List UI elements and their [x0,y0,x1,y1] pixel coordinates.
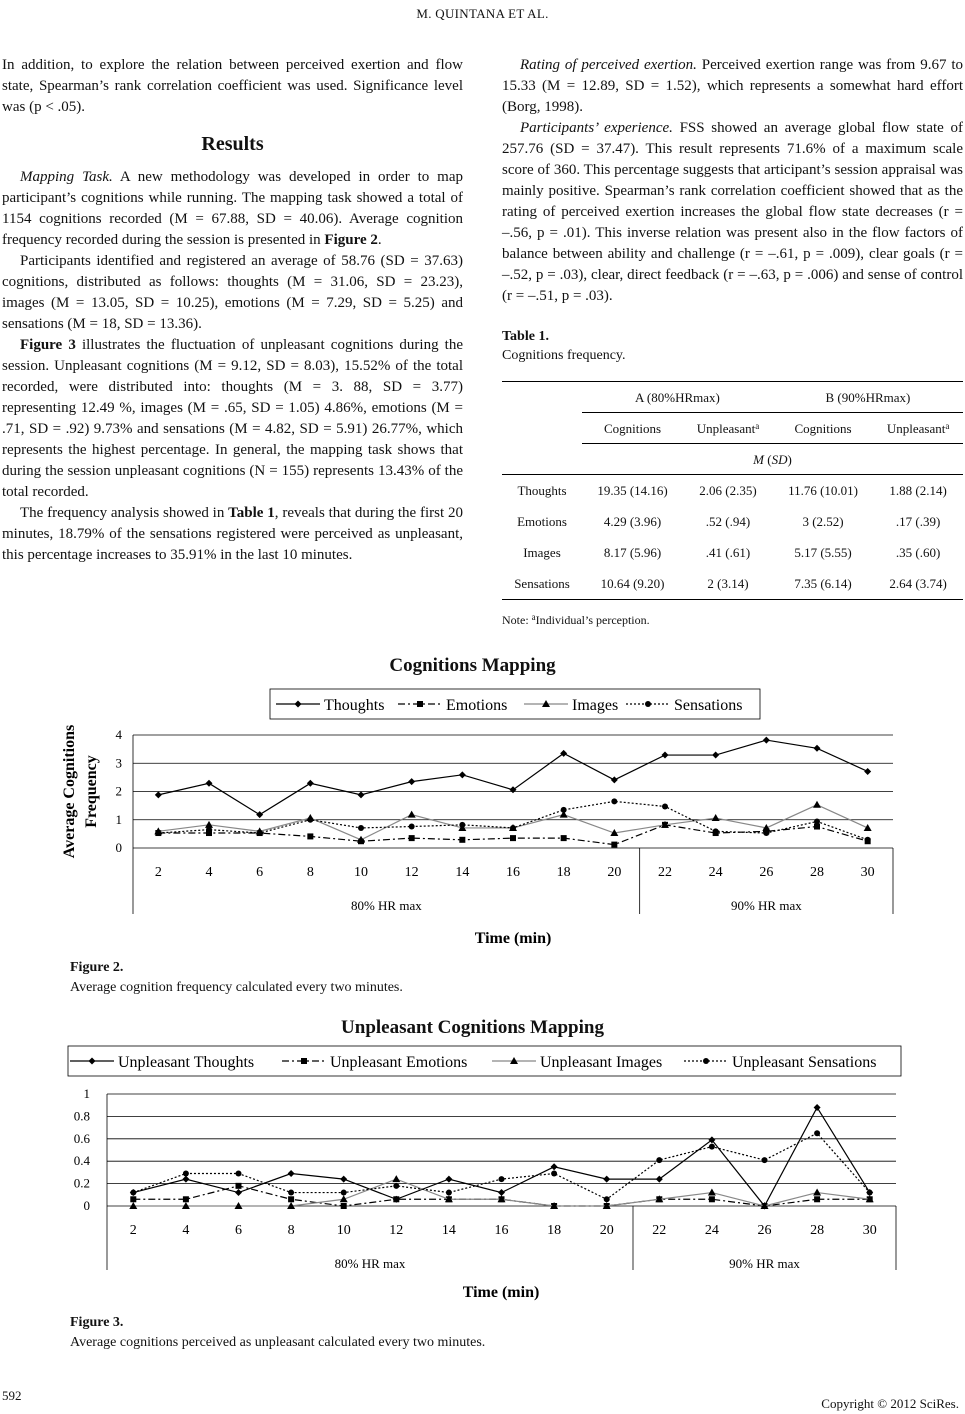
data-point [864,824,872,831]
table1-col-unp-b: Unpleasant$^a$ [873,413,963,444]
data-point [713,828,719,834]
data-point [814,1130,820,1136]
x-tick-label: 4 [205,865,213,880]
series-line [158,740,867,815]
y-axis-label: Average Cognitions [61,724,78,859]
data-point [814,1196,820,1202]
x-tick-label: 8 [306,865,314,880]
legend-sample-marker [417,701,423,707]
data-point [288,1190,294,1196]
figure2-ref: Figure 2 [324,232,378,248]
x-tick-label: 4 [182,1223,190,1238]
data-point [813,801,821,808]
data-point [183,1196,189,1202]
x-tick-label: 6 [235,1223,242,1238]
x-tick-label: 14 [455,865,470,880]
data-point [257,830,263,836]
data-point [510,825,516,831]
data-point [561,835,567,841]
x-tick-label: 14 [441,1223,456,1238]
figure2-label: Figure 2. [70,960,124,975]
rpe-lead: Rating of perceived exertion. [520,57,697,73]
table1-note: Note: $^a$Individual’s perception. [502,612,650,627]
x-tick-label: 26 [759,865,774,880]
data-point [551,1163,558,1170]
x-tick-label: 10 [354,865,368,880]
data-point [307,833,313,839]
table-row: Images 8.17 (5.96) .41 (.61) 5.17 (5.55) .35 (.60) [523,545,941,560]
x-tick-label: 26 [757,1223,772,1238]
data-point [358,791,365,798]
y-tick-label: 0.8 [73,1108,90,1124]
y-tick-label: 1 [115,811,122,827]
group-label: 80% HR max [334,1256,406,1271]
x-tick-label: 12 [389,1223,404,1238]
figure3-chart [0,1044,965,1309]
legend-label: Unpleasant Images [540,1054,663,1071]
data-point [712,752,719,759]
table1-col-cog-a: Cognitions [582,413,683,444]
paragraph-participants: Participants identified and registered an average of 58.76 (SD = 37.63) cognitions, distributed as follows: thoughts (M = 31.06, SD = 23.23), images (M = 13.05, SD = 10.25), emotions (M = 7.29, SD = 5.25) and sensations (M = 18, SD = 13.36). [2,253,463,332]
data-point [307,780,314,787]
legend-label: Thoughts [324,697,385,714]
data-point [864,768,871,775]
data-point [709,1144,715,1150]
x-tick-label: 2 [129,1223,137,1238]
data-point [446,1190,452,1196]
paragraph-unpleasant [2,335,463,503]
data-point [307,817,313,823]
data-point [341,1203,347,1209]
experience-text: FSS showed an average global flow state of 257.76 (SD = 37.47). This result represents 71.6% of a maximum scale score of 360. This percentage suggests that articipant’s session appraisal was mainly positive. Spearman’s rank correlation coefficient showed that as the rating of perceived exertion increases the global flow state decreases (r = –.56, p = .01). This inverse relation was present also in the flow factors of balance between ability and challenge (r = –.61, p = .009), clear goals (r = –.52, p = .03), clear, direct feedback (r = –.63, p = .006) and sense of control (r = –.51, p = .03). [502,120,963,304]
data-point [498,1189,505,1196]
x-tick-label: 28 [810,1223,825,1238]
x-tick-label: 20 [599,1223,614,1238]
data-point [611,798,617,804]
figure3-ref: Figure 3 [20,337,76,353]
legend-label: Emotions [446,697,508,714]
data-point [814,745,821,752]
legend-sample-marker [645,701,651,707]
figure2-chart [0,685,965,955]
frequency-text-a: The frequency analysis showed in [20,505,229,521]
data-point [551,1171,557,1177]
y-tick-label: 0 [115,840,122,855]
x-tick-label: 16 [506,865,520,880]
data-point [235,1189,242,1196]
y-axis-label: Frequency [83,755,100,828]
legend-label: Images [572,697,619,714]
data-point [130,1196,136,1202]
legend-label: Unpleasant Sensations [732,1054,877,1071]
data-point [341,1190,347,1196]
data-point [867,1190,873,1196]
table1-stat-label: M (SD) [582,444,963,475]
data-point [865,837,871,843]
x-tick-label: 8 [287,1223,295,1238]
legend-sample-marker [703,1058,709,1064]
series-line [158,805,867,840]
data-point [236,1171,242,1177]
mapping-task-text: A new methodology was developed in order to map participant’s cognitions while running. The mapping task showed a total of 1154 cognitions recorded (M = 67.88, SD = 40.06). Average cognition frequency recorded during the session is presented in [2,169,463,248]
data-point [662,752,669,759]
data-point [155,830,161,836]
table1-group-a: A (80%HRmax) [582,382,773,413]
table-row: Sensations 10.64 (9.20) 2 (3.14) 7.35 (6.14) 2.64 (3.74) [502,568,963,600]
data-point [763,737,770,744]
data-point [561,807,567,813]
results-heading: Results [201,133,264,155]
y-tick-label: 1 [83,1086,90,1101]
data-point [813,1189,821,1196]
x-tick-label: 22 [652,1223,667,1238]
table1-title: Table 1. [502,329,549,344]
table-row: Thoughts 19.35 (14.16) 2.06 (2.35) 11.76 (10.01) 1.88 (2.14) [517,483,947,498]
x-axis-label: Time (min) [474,930,552,947]
table-row: Emotions 4.29 (3.96) .52 (.94) 3 (2.52) .17 (.39) [517,514,941,529]
figure3-label: Figure 3. [70,1315,124,1330]
table1-ref: Table 1 [228,505,275,521]
x-axis-label: Time (min) [462,1284,540,1301]
table1-caption: Cognitions frequency. [502,348,626,363]
right-column [502,55,963,631]
legend-sample-marker [301,1058,307,1064]
figure2-title: Cognitions Mapping [389,655,556,676]
x-tick-label: 28 [810,865,824,880]
paragraph-frequency [2,503,463,566]
paragraph-experience [502,118,963,307]
group-label: 80% HR max [350,898,422,913]
data-point [393,1183,399,1189]
x-tick-label: 2 [154,865,162,880]
x-tick-label: 30 [860,865,875,880]
data-point [611,842,617,848]
x-tick-label: 18 [556,865,571,880]
data-point [358,825,364,831]
y-tick-label: 0.2 [73,1175,90,1191]
x-tick-label: 30 [862,1223,877,1238]
data-point [445,1176,452,1183]
data-point [499,1176,505,1182]
data-point [183,1171,189,1177]
y-tick-label: 4 [115,727,122,742]
figure3-title: Unpleasant Cognitions Mapping [341,1017,604,1038]
copyright: Copyright © 2012 SciRes. [821,1396,959,1411]
data-point [656,1157,662,1163]
x-tick-label: 12 [404,865,419,880]
x-tick-label: 22 [658,865,672,880]
y-tick-label: 3 [115,755,122,771]
table1-col-cog-b: Cognitions [773,413,873,444]
data-point [182,1176,189,1183]
paragraph-statistics: In addition, to explore the relation between perceived exertion and flow state, Spearman’s rank correlation coefficient was used. Significance level was (p < .05). [2,57,463,115]
paragraph-rpe [502,55,963,118]
data-point [762,1157,768,1163]
experience-lead: Participants’ experience. [520,120,673,136]
figure3-caption: Average cognitions perceived as unpleasant calculated every two minutes. [70,1335,486,1350]
data-point [662,803,668,809]
data-point [611,776,618,783]
running-header: M. QUINTANA ET AL. [416,6,549,21]
group-label: 90% HR max [730,898,802,913]
table1-col-unp-a: Unpleasant$^a$ [683,413,773,444]
data-point [236,1183,242,1189]
data-point [459,837,465,843]
data-point [256,811,263,818]
data-point [459,822,465,828]
legend-label: Sensations [674,697,743,714]
data-point [408,811,416,818]
data-point [409,835,415,841]
table1 [502,381,963,600]
data-point [510,835,516,841]
data-point [708,1189,716,1196]
data-point [288,1196,294,1202]
y-tick-label: 2 [115,783,122,799]
data-point [604,1196,610,1202]
data-point [763,830,769,836]
paragraph-mapping-task: Mapping Task. A new methodology was developed in order to map participant’s cognitions while running. The mapping task showed a total of 1154 cognitions recorded (M = 67.88, SD = 40.06). Average cognition frequency recorded during the session is presented in Figure 2. [2,169,463,248]
y-tick-label: 0.4 [73,1153,90,1169]
data-point [206,780,213,787]
x-tick-label: 16 [494,1223,509,1238]
legend-label: Unpleasant Thoughts [118,1054,255,1071]
data-point [393,1196,399,1202]
data-point [459,771,466,778]
data-point [130,1190,136,1196]
figure2-caption: Average cognition frequency calculated every two minutes. [70,980,403,995]
frequency-text-b: , reveals that during the first 20 minutes, 18.79% of the sensations registered were perceived as unpleasant, this percentage increases to 35.91% in the last 10 minutes. [2,505,463,563]
unpleasant-text: illustrates the fluctuation of unpleasant cognitions during the session. Unpleasant cognitions (M = 9.12, SD = 8.03), 15.52% of the total recorded, were distributed into: thoughts (M = 3. 88, SD = 3.77) representing 12.49 %, images (M = .65, SD = 1.05) 4.86%, emotions (M = .71, SD = .92) 9.73% and sensations (M = 4.82, SD = 5.91) 26.77%, which represents the highest percentage. In general, the mapping task shows that during the session unpleasant cognitions (N = 155) represents 13.43% of the total recorded. [2,337,464,500]
data-point [603,1176,610,1183]
table1-group-b: B (90%HRmax) [773,382,963,413]
rpe-text: Perceived exertion range was from 9.67 to 15.33 (M = 12.89, SD = 1.52), which represents a somewhat hard effort (Borg, 1998). [502,57,963,115]
legend-label: Unpleasant Emotions [330,1054,468,1071]
data-point [814,1104,821,1111]
x-tick-label: 18 [547,1223,562,1238]
x-tick-label: 10 [336,1223,351,1238]
data-point [155,791,162,798]
data-point [408,778,415,785]
x-tick-label: 24 [704,1223,719,1238]
y-tick-label: 0.6 [73,1130,90,1146]
group-label: 90% HR max [729,1256,800,1271]
data-point [709,1196,715,1202]
data-point [409,824,415,830]
data-point [712,814,720,821]
data-point [206,827,212,833]
data-point [392,1175,400,1182]
x-tick-label: 20 [607,865,622,880]
x-tick-label: 6 [256,865,264,880]
x-tick-label: 24 [708,865,723,880]
data-point [814,818,820,824]
page-number: 592 [2,1388,22,1403]
y-tick-label: 0 [83,1198,90,1213]
series-line [158,801,867,839]
data-point [340,1176,347,1183]
left-column [2,55,463,566]
data-point [288,1170,295,1177]
mapping-task-lead: Mapping Task. [20,169,113,185]
